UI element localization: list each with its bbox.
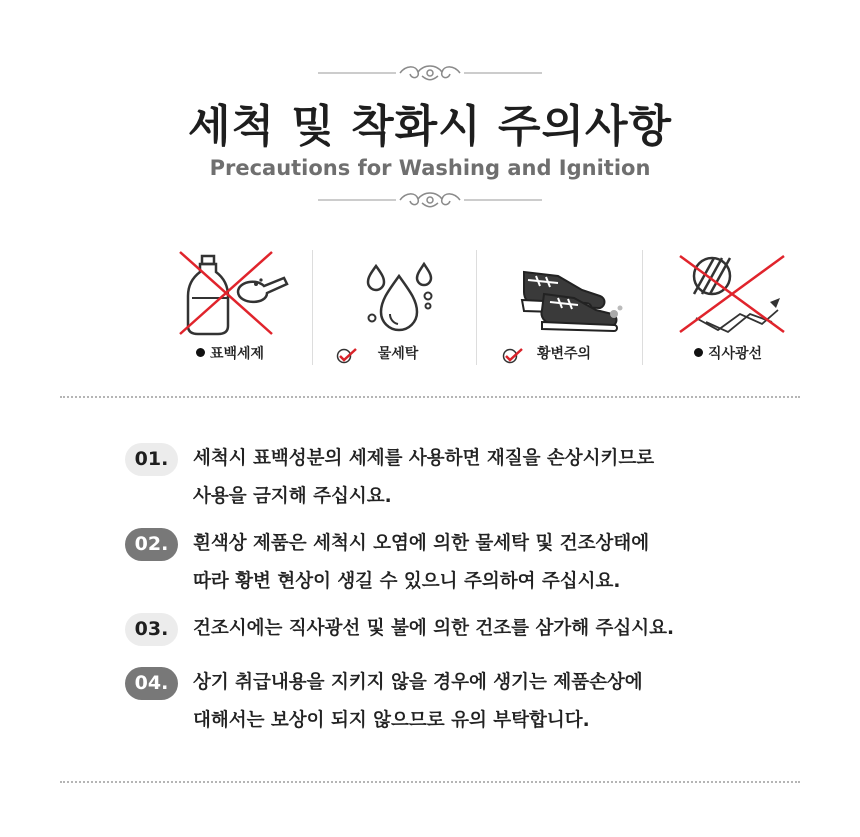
- direct-sunlight-prohibited-icon: [666, 250, 790, 340]
- dotted-divider: [60, 781, 800, 783]
- precaution-01-line-2: 사용을 금지해 주십시요.: [193, 486, 392, 507]
- precaution-04-line-1: 상기 취급내용을 지키지 않을 경우에 생기는 제품손상에: [193, 672, 643, 693]
- shoes-yellowing-icon: [502, 250, 626, 340]
- precaution-number-02: 02.: [125, 528, 178, 561]
- precaution-number-01: 01.: [125, 443, 178, 476]
- bleach-detergent-prohibited-icon: [168, 250, 292, 340]
- precaution-02-line-2: 따라 황변 현상이 생길 수 있으니 주의하여 주십시요.: [193, 571, 621, 592]
- icon-cell-yellowing: [484, 245, 644, 370]
- bullet-icon: [694, 348, 703, 357]
- precaution-04-line-2: 대해서는 보상이 되지 않으므로 유의 부탁합니다.: [193, 710, 590, 731]
- divider: [312, 250, 313, 365]
- precaution-03-line-1: 건조시에는 직사광선 및 불에 의한 건조를 삼가해 주십시요.: [193, 618, 675, 639]
- bottom-ornament-icon: [318, 189, 542, 211]
- water-wash-icon: [336, 250, 460, 340]
- precaution-01-line-1: 세척시 표백성분의 세제를 사용하면 재질을 손상시키므로: [193, 448, 655, 469]
- icon-label-sunlight: 직사광선: [707, 346, 763, 362]
- precaution-number-03: 03.: [125, 613, 178, 646]
- icon-label-yellowing: 황변주의: [536, 346, 592, 362]
- top-ornament-icon: [318, 62, 542, 84]
- precaution-02-line-1: 흰색상 제품은 세척시 오염에 의한 물세탁 및 건조상태에: [193, 533, 650, 554]
- check-icon: [502, 348, 524, 364]
- check-icon: [336, 348, 358, 364]
- bullet-icon: [196, 348, 205, 357]
- icon-cell-bleach: [150, 245, 310, 370]
- divider: [642, 250, 643, 365]
- page-title: 세척 및 착화시 주의사항: [188, 101, 672, 152]
- icon-cell-water-wash: [318, 245, 478, 370]
- icon-label-bleach: 표백세제: [209, 346, 265, 362]
- dotted-divider: [60, 396, 800, 398]
- icon-cell-sunlight: [648, 245, 808, 370]
- page-subtitle: Precautions for Washing and Ignition: [209, 156, 651, 180]
- precaution-number-04: 04.: [125, 667, 178, 700]
- icon-label-water-wash: 물세탁: [377, 346, 419, 362]
- divider: [476, 250, 477, 365]
